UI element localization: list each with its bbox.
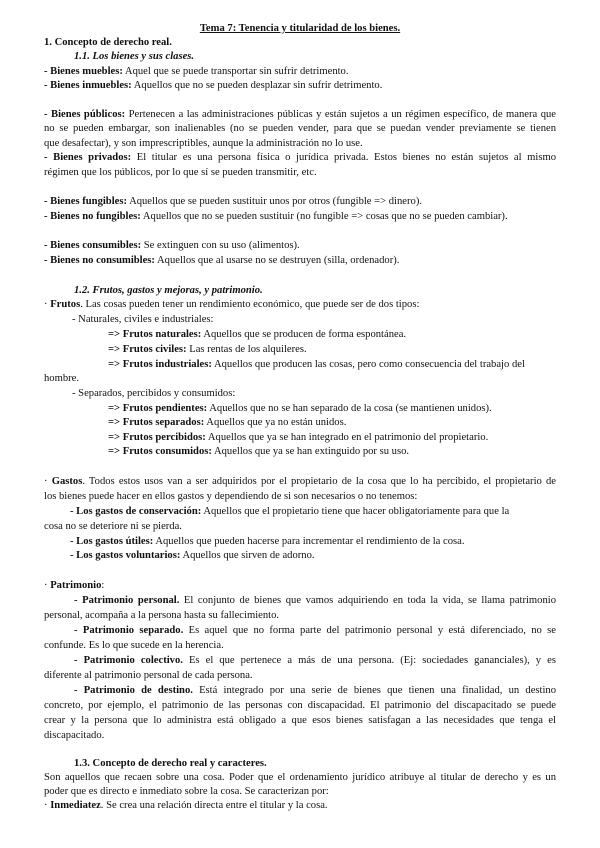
subsection-heading-1-3: 1.3. Concepto de derecho real y caracteres. — [74, 758, 267, 769]
text-line: . Todos estos usos van a ser adquiridos por el propietario de la cosa que lo ha percibido, el propietario de — [82, 476, 556, 487]
text-line: Es aquel que no forma parte del patrimonio personal y está diferenciado, no se — [183, 625, 557, 636]
term-frutos-civiles: => Frutos civiles: — [108, 344, 187, 355]
definition-text: Aquellos que ya se han integrado en el patrimonio del propietario. — [205, 432, 489, 443]
list-item-gastos-conservacion-cont: cosa no se deteriore ni se pierda. — [44, 521, 182, 532]
paragraph-patrimonio-destino-line-2: concreto, por ejemplo, el patrimonio de las personas con discapacidad. El patrimonio del discapacitado se puede — [44, 700, 556, 711]
list-item-frutos-percibidos — [108, 431, 488, 444]
paragraph-patrimonio-separado-line-1 — [74, 624, 556, 637]
definition-text: Aquellos que ya se han extinguido por su uso. — [211, 446, 410, 457]
term-inmediatez: Inmediatez — [50, 800, 101, 811]
term-patrimonio-colectivo: - Patrimonio colectivo. — [74, 655, 183, 666]
subsection-heading-1-1: 1.1. Los bienes y sus clases. — [74, 51, 195, 62]
term-frutos-naturales: => Frutos naturales: — [108, 329, 202, 340]
subsection-heading-1-2: 1.2. Frutos, gastos y mejoras, y patrimonio. — [74, 285, 263, 296]
definition-text: Aquellos que ya no están unidos. — [204, 417, 347, 428]
term-patrimonio-destino: - Patrimonio de destino. — [74, 685, 193, 696]
paragraph-derecho-real-line-1: Son aquellos que recaen sobre una cosa. Poder que el ordenamiento jurídico atribuye al titular de derecho y es un — [44, 772, 556, 783]
list-item-frutos-civiles — [108, 343, 307, 356]
term-gastos-conservacion: - Los gastos de conservación: — [70, 506, 202, 517]
bullet: · — [44, 299, 51, 310]
definition-text: Aquellos que no se pueden desplazar sin sufrir detrimento. — [131, 80, 383, 91]
paragraph-patrimonio-colectivo-line-1 — [74, 654, 556, 667]
paragraph-frutos — [44, 298, 419, 311]
definition-text: Aquellos que se pueden sustituir unos por otros (fungible => dinero). — [127, 196, 422, 207]
paragraph-patrimonio-personal-line-1 — [74, 594, 556, 607]
paragraph-patrimonio-destino-line-1 — [74, 684, 556, 697]
paragraph-bienes-no-consumibles — [44, 254, 399, 267]
paragraph-gastos-line-2: los bienes puede hacer en ellos gastos y dependiendo de si son necesarios o no tenemos: — [44, 491, 418, 502]
term-patrimonio-separado: - Patrimonio separado. — [74, 625, 184, 636]
paragraph-bienes-fungibles — [44, 195, 422, 208]
term-gastos-voluntarios: - Los gastos voluntarios: — [70, 550, 181, 561]
list-item-frutos-industriales-cont: hombre. — [44, 373, 80, 384]
list-item-frutos-separados — [108, 416, 346, 429]
definition-text: Aquellos que no se pueden sustituir (no fungible => cosas que no se pueden cambiar). — [140, 211, 508, 222]
term-gastos-utiles: - Los gastos útiles: — [70, 536, 154, 547]
definition-text: Aquellos que sirven de adorno. — [180, 550, 315, 561]
text-line: El conjunto de bienes que vamos adquiriendo en toda la vida, se llama patrimonio — [179, 595, 557, 606]
list-item-frutos-consumidos — [108, 445, 409, 458]
paragraph-gastos-line-1 — [44, 475, 556, 488]
paragraph-bienes-privados-line-2: régimen que los públicos, por lo que sí se pueden transmitir, etc. — [44, 167, 317, 178]
definition-text: Aquellos que al usarse no se destruyen (silla, ordenador). — [154, 255, 400, 266]
definition-text: Aquellos que producen las cosas, pero como consecuencia del trabajo del — [211, 359, 525, 370]
term-frutos-separados: => Frutos separados: — [108, 417, 205, 428]
term-bienes-muebles: - Bienes muebles: — [44, 66, 123, 77]
definition-text: . Se crea una relación directa entre el titular y la cosa. — [100, 800, 328, 811]
paragraph-patrimonio-destino-line-4: discapacitado. — [44, 730, 105, 741]
text-line: Pertenecen a las administraciones públicas y están sujetos a un régimen específico, de manera que — [125, 109, 556, 120]
definition-text: Aquel que se puede transportar sin sufrir detrimento. — [122, 66, 349, 77]
term-gastos: Gastos — [51, 476, 83, 487]
list-item-frutos-naturales — [108, 328, 406, 341]
term-frutos-percibidos: => Frutos percibidos: — [108, 432, 206, 443]
text-line: : — [101, 580, 105, 591]
bullet: · — [44, 800, 51, 811]
bullet: · — [44, 476, 52, 487]
paragraph-inmediatez — [44, 799, 328, 812]
list-item-gastos-conservacion — [70, 505, 509, 518]
term-bienes-publicos: - Bienes públicos: — [44, 109, 126, 120]
term-bienes-inmuebles: - Bienes inmuebles: — [44, 80, 132, 91]
definition-text: Aquellos que se producen de forma espontánea. — [201, 329, 407, 340]
paragraph-bienes-publicos-line-2: no se pueden embargar, son inalienables (no se pueden vender, para que se puedan vender previamente se tienen — [44, 123, 556, 134]
paragraph-patrimonio-separado-line-2: confunde. Es lo que sucede en la herencia. — [44, 640, 224, 651]
definition-text: Las rentas de los alquileres. — [186, 344, 307, 355]
list-item-gastos-utiles — [70, 535, 465, 548]
term-patrimonio: Patrimonio — [50, 580, 102, 591]
text-line: El titular es una persona física o jurídica privada. Estos bienes no están sujetos al mismo — [131, 152, 556, 163]
definition-text: . Las cosas pueden tener un rendimiento económico, que puede ser de dos tipos: — [80, 299, 420, 310]
list-item-gastos-voluntarios — [70, 549, 315, 562]
term-frutos-industriales: => Frutos industriales: — [108, 359, 212, 370]
list-heading-naturales: - Naturales, civiles e industriales: — [72, 314, 214, 325]
definition-text: Se extinguen con su uso (alimentos). — [141, 240, 300, 251]
section-heading-1: 1. Concepto de derecho real. — [44, 37, 172, 48]
definition-text: Aquellos que no se han separado de la cosa (se mantienen unidos). — [207, 403, 492, 414]
paragraph-patrimonio-colectivo-line-2: diferente al patrimonio personal de cada persona. — [44, 670, 253, 681]
term-frutos-pendientes: => Frutos pendientes: — [108, 403, 208, 414]
term-bienes-fungibles: - Bienes fungibles: — [44, 196, 127, 207]
definition-text: Aquellos que el propietario tiene que hacer obligatoriamente para que la — [201, 506, 510, 517]
term-bienes-consumibles: - Bienes consumibles: — [44, 240, 142, 251]
paragraph-bienes-publicos-line-1 — [44, 108, 556, 121]
paragraph-bienes-consumibles — [44, 239, 300, 252]
term-frutos: Frutos — [50, 299, 81, 310]
term-patrimonio-personal: - Patrimonio personal. — [74, 595, 180, 606]
paragraph-bienes-privados-line-1 — [44, 151, 556, 164]
paragraph-derecho-real-line-2: poder que es directo e inmediato sobre la cosa. Se caracterizan por: — [44, 786, 329, 797]
list-item-frutos-industriales — [108, 358, 525, 371]
term-frutos-consumidos: => Frutos consumidos: — [108, 446, 212, 457]
definition-text: Aquellos que pueden hacerse para incrementar el rendimiento de la cosa. — [153, 536, 465, 547]
text-line: Está integrado por una serie de bienes que tienen una finalidad, un destino — [192, 685, 557, 696]
paragraph-bienes-no-fungibles — [44, 210, 508, 223]
term-bienes-no-fungibles: - Bienes no fungibles: — [44, 211, 141, 222]
list-item-frutos-pendientes — [108, 402, 492, 415]
paragraph-patrimonio — [44, 579, 104, 592]
document-title: Tema 7: Tenencia y titularidad de los bienes. — [199, 23, 401, 34]
term-bienes-privados: - Bienes privados: — [44, 152, 132, 163]
bullet: · — [44, 580, 51, 591]
term-bienes-no-consumibles: - Bienes no consumibles: — [44, 255, 155, 266]
paragraph-bienes-muebles — [44, 65, 349, 78]
paragraph-patrimonio-destino-line-3: crear y la persona que lo administra está obligado a que esos bienes satisfagan a las necesidades que tenga el — [44, 715, 556, 726]
text-line: Es el que pertenece a más de una persona. (Ej: sociedades gananciales), y es — [182, 655, 556, 666]
list-heading-separados: - Separados, percibidos y consumidos: — [72, 388, 236, 399]
paragraph-bienes-inmuebles — [44, 79, 382, 92]
paragraph-patrimonio-personal-line-2: personal, acompaña a la persona hasta su fallecimiento. — [44, 610, 280, 621]
paragraph-bienes-publicos-line-3: que desafectar), y son imprescriptibles, aunque la administración no lo use. — [44, 138, 363, 149]
